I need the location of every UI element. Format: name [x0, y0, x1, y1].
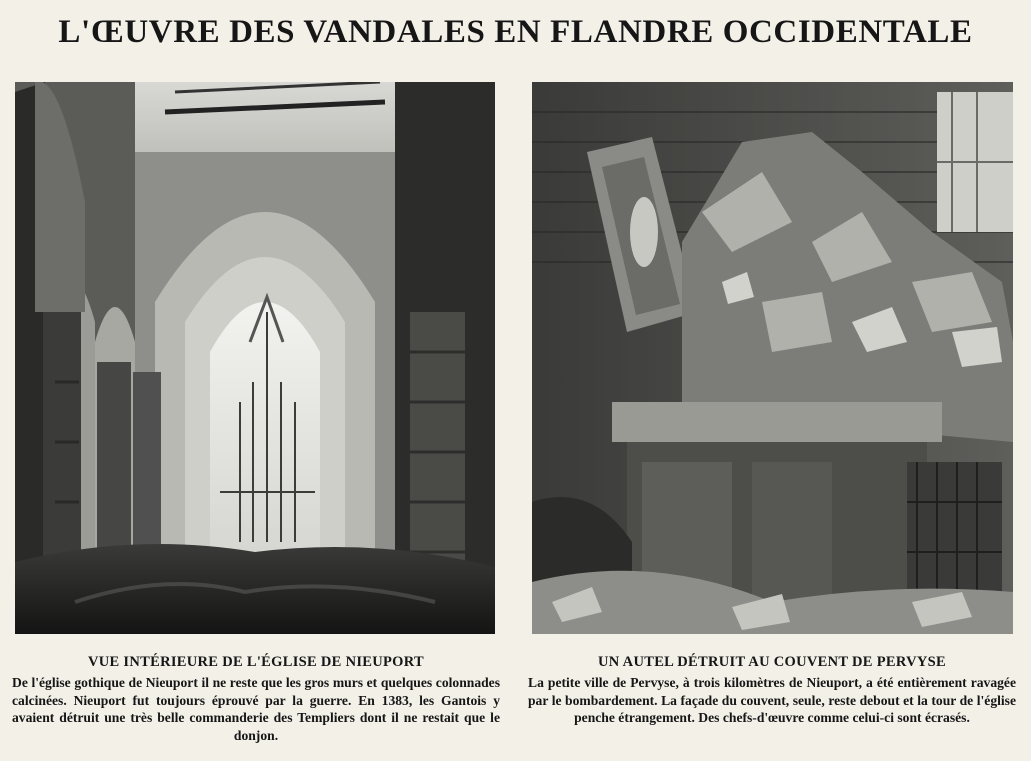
- photo-pervyse-destroyed-altar: [532, 82, 1013, 634]
- page-headline: L'ŒUVRE DES VANDALES EN FLANDRE OCCIDENTALE: [58, 14, 973, 50]
- church-interior-illustration: [15, 82, 495, 634]
- caption-body-nieuport: De l'église gothique de Nieuport il ne reste que les gros murs et quelques colonnades calcinées. Nieuport fut toujours éprouvé par la guerre. En 1383, les Gantois y avaient détruit une très belle commanderie des Templiers dont il ne restait que le donjon.: [12, 675, 500, 743]
- caption-body-pervyse: La petite ville de Pervyse, à trois kilomètres de Nieuport, a été entièrement ravagée par le bombardement. La façade du couvent, seule, reste debout et la tour de l'église penche étrangement. Des chefs-d'œuvre comme celui-ci sont écrasés.: [528, 675, 1016, 725]
- caption-title-nieuport: VUE INTÉRIEURE DE L'ÉGLISE DE NIEUPORT: [87, 654, 424, 670]
- caption-column-pervyse: [528, 652, 1016, 727]
- caption-column-nieuport: [12, 652, 500, 744]
- photo-nieuport-church-interior: [15, 82, 495, 634]
- destroyed-altar-illustration: [532, 82, 1013, 634]
- caption-title-pervyse: UN AUTEL DÉTRUIT AU COUVENT DE PERVYSE: [598, 654, 946, 670]
